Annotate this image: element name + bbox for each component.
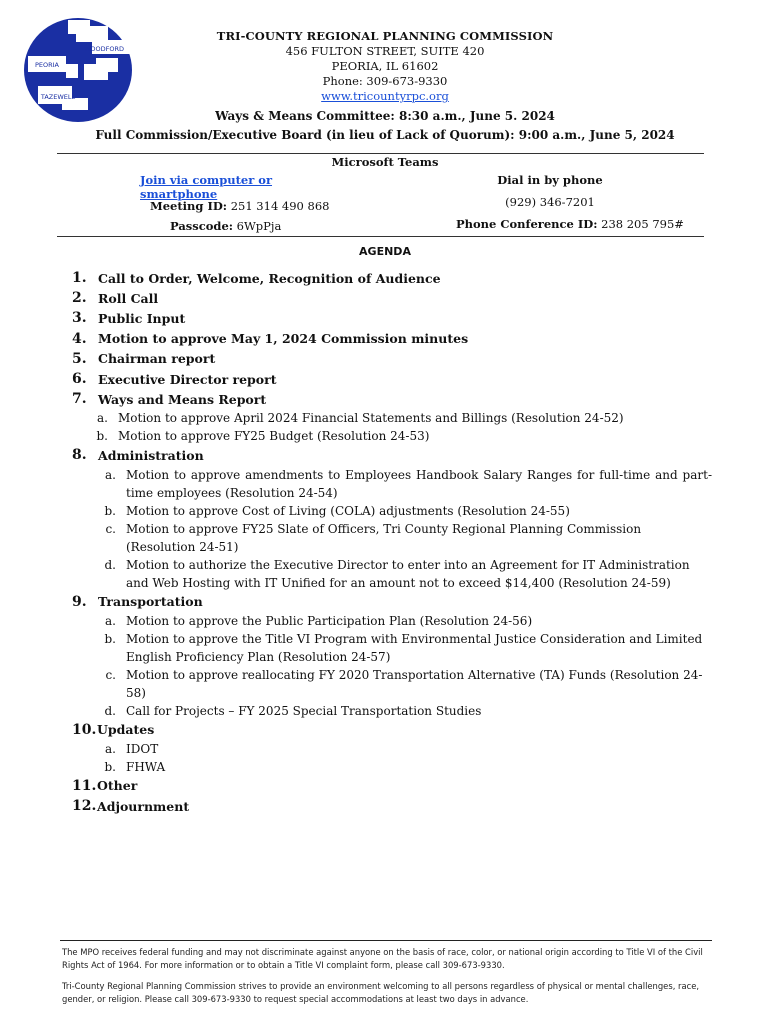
subitem-letter: b.	[96, 429, 108, 444]
dial-in-label: Dial in by phone	[497, 173, 603, 187]
agenda-item	[72, 349, 712, 369]
subitem-text: Motion to authorize the Executive Director to enter into an Agreement for IT Administration and Web Hosting with IT Unified for an amount not to exceed $14,400 (Resolution 24-59)	[126, 557, 690, 590]
agenda-subitem	[72, 502, 712, 520]
agenda-item-number: 3.	[72, 310, 87, 327]
agenda-item	[72, 369, 712, 389]
agenda-item-label: Motion to approve May 1, 2024 Commission minutes	[98, 331, 469, 347]
logo-label-peoria: PEORIA	[34, 61, 60, 69]
conference-id-label: Phone Conference ID:	[456, 217, 598, 231]
passcode	[170, 219, 281, 233]
agenda-item-label: Adjournment	[97, 798, 190, 814]
agenda-item	[72, 288, 712, 308]
agenda-item-number: 4.	[72, 330, 87, 347]
passcode-value: 6WpPja	[236, 219, 282, 233]
agenda-item	[72, 592, 712, 612]
agenda-subitem	[72, 740, 712, 758]
subitem-letter: b.	[104, 759, 116, 774]
subitem-text: Call for Projects – FY 2025 Special Transportation Studies	[126, 703, 482, 718]
subitem-text: IDOT	[126, 741, 159, 756]
agenda-item-label: Public Input	[98, 310, 186, 326]
agenda-item	[72, 308, 712, 328]
footer-title-vi-notice: The MPO receives federal funding and may not discriminate against anyone on the basis of race, color, or national origin according to Title VI of the Civil Rights Act of 1964. For more information or to obtain a Title VI complaint form, please call 309-673-9330.	[62, 947, 703, 970]
teams-divider	[57, 236, 704, 237]
agenda-item-number: 10.	[72, 721, 97, 738]
subitem-text: Motion to approve reallocating FY 2020 Transportation Alternative (TA) Funds (Resolution 24-58)	[126, 667, 703, 700]
org-address: 456 FULTON STREET, SUITE 420	[285, 44, 485, 58]
agenda-item-number: 9.	[72, 593, 87, 610]
agenda-item	[72, 329, 712, 349]
agenda-item-number: 6.	[72, 371, 87, 388]
subitem-letter: d.	[104, 557, 116, 572]
agenda-subitem	[72, 758, 712, 776]
subitem-text: Motion to approve Cost of Living (COLA) adjustments (Resolution 24-55)	[126, 503, 570, 518]
agenda-subitem	[72, 466, 712, 502]
full-commission-meeting-time: Full Commission/Executive Board (in lieu of Lack of Quorum): 9:00 a.m., June 5, 2024	[95, 128, 675, 142]
agenda-item-number: 12.	[72, 798, 97, 815]
conference-id-value: 238 205 795#	[601, 217, 684, 231]
org-city: PEORIA, IL 61602	[331, 59, 439, 73]
agenda-item-number: 1.	[72, 270, 87, 287]
header-divider	[57, 153, 704, 154]
meeting-id-label: Meeting ID:	[150, 199, 228, 213]
agenda-item-number: 5.	[72, 350, 87, 367]
agenda-item	[72, 776, 712, 796]
subitem-letter: c.	[105, 667, 116, 682]
agenda-subitem	[72, 409, 712, 427]
subitem-letter: a.	[97, 411, 108, 426]
agenda-subitem	[72, 520, 712, 556]
subitem-text: Motion to approve the Title VI Program with Environmental Justice Consideration and Limited English Proficiency Plan (Resolution 24-57)	[126, 631, 703, 664]
dial-in-number: (929) 346-7201	[505, 195, 595, 209]
logo-label-tazewell: TAZEWELL	[40, 93, 76, 101]
subitem-letter: a.	[105, 613, 116, 628]
agenda-item-label: Ways and Means Report	[98, 391, 267, 407]
agenda-item-label: Transportation	[98, 594, 203, 610]
footer-divider	[60, 940, 712, 941]
agenda-subitem	[72, 666, 712, 702]
subitem-letter: a.	[105, 467, 116, 482]
agenda-item	[72, 720, 712, 740]
subitem-text: Motion to approve FY25 Budget (Resolution 24-53)	[118, 429, 430, 444]
passcode-label: Passcode:	[170, 219, 234, 233]
agenda-item	[72, 389, 712, 409]
agenda-subitem	[72, 427, 712, 445]
agenda-subitem	[72, 630, 712, 666]
subitem-text: Motion to approve April 2024 Financial Statements and Billings (Resolution 24-52)	[118, 411, 624, 426]
org-phone: Phone: 309-673-9330	[322, 74, 448, 88]
footer-accommodation-notice: Tri-County Regional Planning Commission strives to provide an environment welcoming to all persons regardless of physical or mental challenges, race, gender, or religion. Please call 309-673-9330 to request special accommodations at least two days in advance.	[62, 981, 700, 1004]
agenda-title: AGENDA	[359, 245, 411, 258]
subitem-text: FHWA	[126, 759, 166, 774]
agenda-item-number: 8.	[72, 447, 87, 464]
join-teams-link[interactable]: Join via computer or smartphone	[140, 173, 273, 201]
agenda-item-label: Administration	[98, 447, 204, 463]
agenda-item-label: Executive Director report	[98, 371, 277, 387]
teams-title: Microsoft Teams	[331, 155, 439, 169]
agenda-item-label: Updates	[97, 722, 155, 738]
org-website-link[interactable]: www.tricountyrpc.org	[321, 89, 449, 103]
agenda-item-label: Chairman report	[98, 351, 216, 367]
agenda-item	[72, 268, 712, 288]
subitem-letter: c.	[105, 521, 116, 536]
agenda-subitem	[72, 702, 712, 720]
subitem-letter: b.	[104, 503, 116, 518]
subitem-letter: a.	[105, 741, 116, 756]
agenda-item-number: 7.	[72, 391, 87, 408]
conference-id	[456, 217, 684, 231]
agenda-item-label: Other	[97, 778, 138, 794]
subitem-text: Motion to approve amendments to Employees Handbook Salary Ranges for full-time and part-time employees (Resolution 24-54)	[126, 467, 712, 500]
meeting-id-value: 251 314 490 868	[230, 199, 330, 213]
subitem-text: Motion to approve FY25 Slate of Officers, Tri County Regional Planning Commission (Resolution 24-51)	[126, 521, 642, 554]
subitem-text: Motion to approve the Public Participation Plan (Resolution 24-56)	[126, 613, 533, 628]
agenda-item-number: 11.	[72, 777, 97, 794]
subitem-letter: d.	[104, 703, 116, 718]
agenda-item	[72, 796, 712, 816]
agenda-item-number: 2.	[72, 290, 87, 307]
letterhead	[150, 28, 620, 104]
agenda-item-label: Call to Order, Welcome, Recognition of Audience	[98, 270, 441, 286]
agenda-list	[72, 268, 712, 816]
org-name: TRI-COUNTY REGIONAL PLANNING COMMISSION	[216, 29, 554, 43]
subitem-letter: b.	[104, 631, 116, 646]
ways-means-meeting-time: Ways & Means Committee: 8:30 a.m., June 5. 2024	[215, 109, 555, 123]
logo-label-woodford: WOODFORD	[83, 45, 125, 53]
agenda-subitem	[72, 556, 712, 592]
agenda-item-label: Roll Call	[98, 290, 159, 306]
agenda-item	[72, 445, 712, 465]
agenda-subitem	[72, 612, 712, 630]
meeting-id	[150, 199, 329, 213]
